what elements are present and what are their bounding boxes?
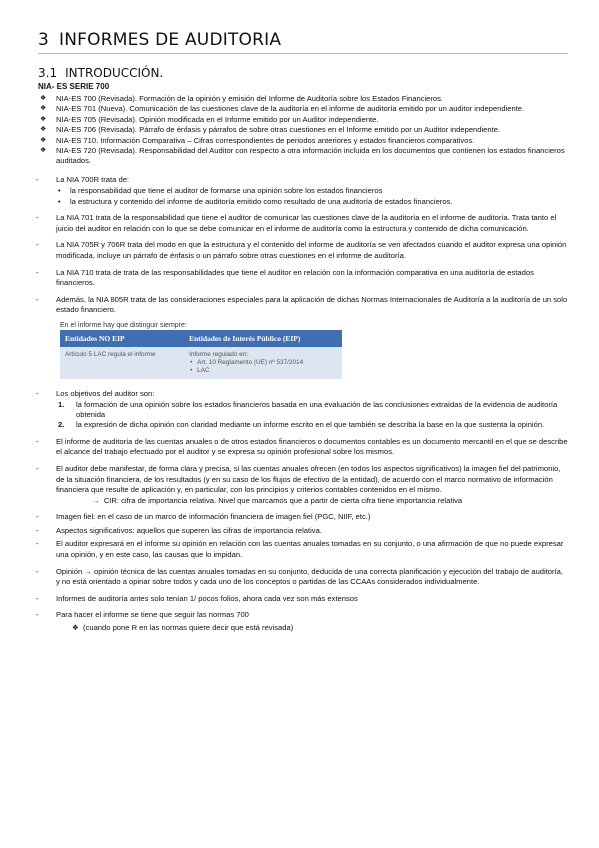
nia-item: ❖ NIA-ES 706 (Revisada). Párrafo de énfasis y párrafos de sobre otras cuestiones en el Informe emitido por un Auditor independiente. bbox=[38, 125, 568, 135]
table-header: Entidades de Interés Público (EIP) bbox=[184, 330, 342, 347]
table-cell: Artículo 5 LAC regula el informe bbox=[60, 347, 184, 379]
list-item: - La NIA 701 trata de la responsabilidad que tiene el auditor de comunicar las cuestiones clave de la auditoría en el informe de auditoría. Trata tanto el juicio del auditor en relación con lo que se debe comunicar en el informe de auditoría como la estructura y contenido de dicha comunicación. bbox=[38, 213, 568, 234]
nia-item: ❖ NIA-ES 705 (Revisada). Opinión modificada en el Informe emitido por un Auditor independiente. bbox=[38, 115, 568, 125]
objective-item: 1. la formación de una opinión sobre los estados financieros basada en una evaluación de las conclusiones extraídas de la evidencia de auditoría obtenida bbox=[58, 399, 558, 419]
list-item: - El informe de auditoría de las cuentas anuales o de otros estados financieros o documentos contables es un documento mercantil en el que se describe el alcance del trabajo efectuado por el auditor y se expresa su opinión profesional sobre los mismos. bbox=[38, 437, 568, 458]
list-item: - Aspectos significativos: aquellos que superen las cifras de importancia relativa. bbox=[38, 526, 568, 537]
list-item: - Además, la NIA 805R trata de las consideraciones especiales para la aplicación de dichas Normas Internacionales de Auditoría a la auditoría de un solo estado financiero. bbox=[38, 295, 568, 316]
objectives-list bbox=[56, 400, 568, 431]
nia-item: ❖ NIA-ES 700 (Revisada). Formación de la opinión y emisión del Informe de Auditoría sobre los Estados Financieros. bbox=[38, 94, 568, 104]
list-item: - Imagen fiel: en el caso de un marco de información financiera de imagen fiel (PGC, NIIF, etc.) bbox=[38, 512, 568, 523]
nia-item: ❖ NIA-ES 701 (Nueva). Comunicación de las cuestiones clave de la auditoría en el informe de auditoría emitido por un auditor independiente. bbox=[38, 104, 568, 114]
cir-note: → CIR: cifra de importancia relativa. Nivel que marcamos que a partir de cierta cifra tiene importancia relativa bbox=[92, 495, 463, 505]
chapter-heading: 3 INFORMES DE AUDITORIA bbox=[38, 30, 568, 54]
nia-item: ❖ NIA-ES 720 (Revisada). Responsabilidad del Auditor con respecto a otra información incluida en los documentos que contienen los estados financieros auditados. bbox=[38, 146, 568, 167]
list-item: - Informes de auditoría antes solo tenían 1/ pocos folios, ahora cada vez son más extensos bbox=[38, 594, 568, 605]
entity-table-figure bbox=[60, 322, 342, 379]
nia700r-bullets bbox=[56, 186, 568, 207]
table-bullet: • Art. 10 Reglamento (UE) nº 537/2014 bbox=[189, 359, 337, 367]
nia-item: ❖ NIA-ES 710. Información Comparativa – Cifras correspondientes de periodos anteriores y estados financieros comparativos. bbox=[38, 136, 568, 146]
document-page bbox=[38, 30, 568, 639]
bullet-item: • la responsabilidad que tiene el auditor de formarse una opinión sobre los estados financieros bbox=[56, 186, 568, 196]
table-caption: En el informe hay que distinguir siempre: bbox=[60, 322, 187, 329]
main-list-2 bbox=[38, 389, 568, 633]
table-bullet: • LAC bbox=[189, 367, 337, 375]
bullet-item: • la estructura y contenido del informe de auditoría emitido como resultado de una auditoría de estados financieros. bbox=[56, 197, 568, 207]
list-item: - La NIA 705R y 706R trata del modo en que la estructura y el contenido del informe de auditoría se ven afectados cuando el auditor expresa una opinión modificada, incluye un párrafo de énfasis o un párrafo sobre otras cuestiones en el informe de auditoría. bbox=[38, 240, 568, 261]
entity-table bbox=[60, 330, 342, 379]
list-item: - Opinión → opinión técnica de las cuentas anuales tomadas en su conjunto, deducida de una correcta planificación y ejecución del trabajo de auditoría, y no está orientado a opinar sobre todos y cada uno de los conceptos o partidas de las CCAAs considerados individualmente. bbox=[38, 567, 568, 588]
list-item: - El auditor expresará en el informe su opinión en relación con las cuentas anuales tomadas en su conjunto, o una afirmación de que no puede expresar una opinión, y en este caso, las causas que lo impidan. bbox=[38, 539, 568, 560]
table-cell: Informe regulado en: • Art. 10 Reglamento (UE) nº 537/2014 • LAC bbox=[184, 347, 342, 379]
list-item: - Para hacer el informe se tiene que seguir las normas 700 ❖ (cuando pone R en las normas quiere decir que está revisada) bbox=[38, 610, 568, 633]
diamond-icon: ❖ bbox=[72, 622, 84, 632]
main-list bbox=[38, 175, 568, 316]
objective-item: 2. la expresión de dicha opinión con claridad mediante un informe escrito en el que también se describa la base en la que sustenta la opinión. bbox=[58, 420, 545, 430]
serie-label: NIA- ES SERIE 700 bbox=[38, 82, 110, 91]
list-item: - Los objetivos del auditor son: 1. la formación de una opinión sobre los estados financieros basada en una evaluación de las conclusiones extraídas de la evidencia de auditoría obtenida 2. la expresión de dicha opinión con claridad mediante un informe escrito en el que también se describa la base en la que sustenta la opinión. bbox=[38, 389, 568, 431]
arrow-icon: → bbox=[92, 495, 104, 505]
table-header: Entidades NO EIP bbox=[60, 330, 184, 347]
list-item: - La NIA 710 trata de trata de las responsabilidades que tiene el auditor en relación con la información comparativa en una auditoría de estados financieros. bbox=[38, 268, 568, 289]
nia-list bbox=[38, 94, 568, 167]
list-item: - La NIA 700R trata de: • la responsabilidad que tiene el auditor de formarse una opinión sobre los estados financieros • la estructura y contenido del informe de auditoría emitido como resultado de una auditoría de estados financieros. bbox=[38, 175, 568, 207]
sub-note: ❖ (cuando pone R en las normas quiere decir que está revisada) bbox=[72, 622, 294, 632]
list-item: - El auditor debe manifestar, de forma clara y precisa, si las cuentas anuales ofrecen (en todos los aspectos significativos) la imagen fiel del patrimonio, de la situación financiera, de los resultados (y en su caso de los flujos de efectivo de la entidad), de acuerdo con el marco normativo de información financiera que resulte de aplicación y, en particular, con los principios y criterios contables contenidos en el mismo. → CIR: cifra de importancia relativa. Nivel que marcamos que a partir de cierta cifra tiene importancia relativa bbox=[38, 464, 568, 506]
section-heading: 3.1 INTRODUCCIÓN. bbox=[38, 66, 164, 80]
